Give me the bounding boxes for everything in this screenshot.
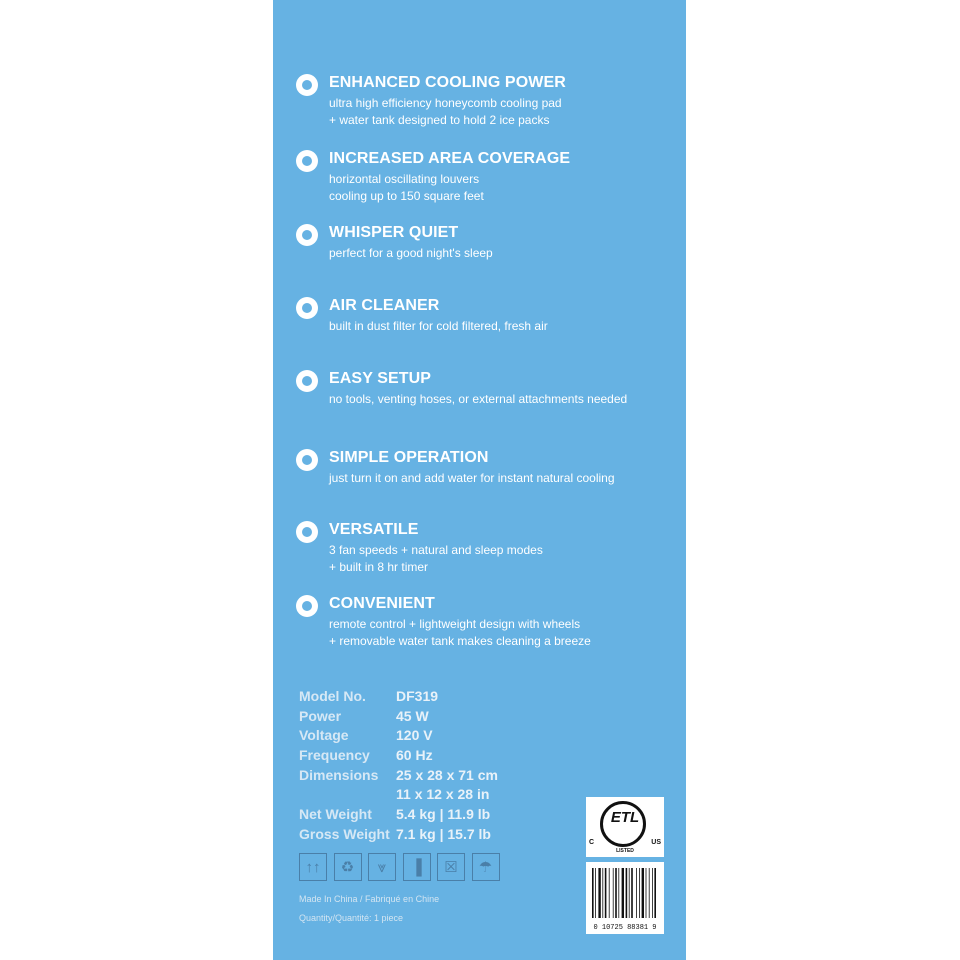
spec-value: 120 V <box>396 727 433 744</box>
bullet-ring-icon <box>296 449 318 471</box>
bullet-ring-icon <box>296 297 318 319</box>
feature-description-line: + built in 8 hr timer <box>329 560 429 574</box>
barcode-bar <box>602 868 603 918</box>
feature-description-line: no tools, venting hoses, or external attachments needed <box>329 392 628 406</box>
spec-label: Net Weight <box>299 806 372 823</box>
feature-title: ENHANCED COOLING POWER <box>329 74 566 91</box>
spec-value: 5.4 kg | 11.9 lb <box>396 806 491 823</box>
bullet-ring-icon <box>296 521 318 543</box>
etl-c-text: C <box>589 839 595 846</box>
spec-label: Power <box>299 707 342 724</box>
feature-description <box>329 245 493 262</box>
feature-description <box>329 171 484 205</box>
feature-title: VERSATILE <box>329 521 419 538</box>
barcode-bars <box>586 864 664 924</box>
feature-description <box>329 616 591 650</box>
spec-value: 45 W <box>396 707 429 724</box>
barcode-bar <box>605 868 607 918</box>
feature-description-line: cooling up to 150 square feet <box>329 189 484 203</box>
spec-label: Gross Weight <box>299 825 390 842</box>
spec-label: Voltage <box>299 727 349 744</box>
bullet-ring-icon <box>296 150 318 172</box>
barcode-bar <box>615 868 617 918</box>
feature-description-line: + water tank designed to hold 2 ice packs <box>329 113 550 127</box>
feature-description <box>329 95 562 129</box>
feature-title: CONVENIENT <box>329 595 435 612</box>
quantity-text: Quantity/Quantité: 1 piece <box>299 913 404 923</box>
bullet-ring-icon <box>296 595 318 617</box>
spec-value: 11 x 12 x 28 in <box>396 786 490 803</box>
feature-description <box>329 542 543 576</box>
feature-description-line: ultra high efficiency honeycomb cooling pad <box>329 96 562 110</box>
recycle-icon: ♻ <box>334 853 362 881</box>
fragile-glass-icon: ⩔ <box>368 853 396 881</box>
bullet-ring-icon <box>296 224 318 246</box>
bullet-ring-icon <box>296 74 318 96</box>
feature-description-line: built in dust filter for cold filtered, fresh air <box>329 319 548 333</box>
etl-listed-mark <box>586 797 664 857</box>
feature-description <box>329 391 627 408</box>
feature-description-line: + removable water tank makes cleaning a breeze <box>329 634 591 648</box>
spec-value: 7.1 kg | 15.7 lb <box>396 825 491 842</box>
barcode-bar <box>649 868 650 918</box>
barcode-bar <box>613 868 614 918</box>
barcode-bar <box>592 868 594 918</box>
barcode-bar <box>618 868 619 918</box>
spec-label: Model No. <box>299 688 366 704</box>
barcode-bar <box>609 868 610 918</box>
barcode-bar <box>631 868 633 918</box>
barcode-bar <box>639 868 640 918</box>
bullet-ring-icon <box>296 370 318 392</box>
no-dispose-icon: ☒ <box>437 853 465 881</box>
barcode <box>586 862 664 934</box>
barcode-bar <box>622 868 624 918</box>
feature-title: EASY SETUP <box>329 370 432 387</box>
feature-description-line: just turn it on and add water for instant natural cooling <box>329 471 615 485</box>
etl-us-text: US <box>651 839 661 846</box>
barcode-number: 0 10725 88381 9 <box>593 924 657 932</box>
feature-title: INCREASED AREA COVERAGE <box>329 150 571 167</box>
barcode-bar <box>642 868 644 918</box>
keep-dry-umbrella-icon: ☂ <box>472 853 500 881</box>
feature-description-line: perfect for a good night's sleep <box>329 246 493 260</box>
spec-value: 25 x 28 x 71 cm <box>396 766 498 783</box>
etl-listed-text: LISTED <box>616 848 634 854</box>
feature-description <box>329 318 548 335</box>
this-way-up-icon: ↑↑ <box>299 853 327 881</box>
feature-title: AIR CLEANER <box>329 297 440 314</box>
barcode-bar <box>654 868 656 918</box>
barcode-bar <box>646 868 647 918</box>
barcode-bar <box>598 868 600 918</box>
spec-label: Dimensions <box>299 766 379 783</box>
feature-title: SIMPLE OPERATION <box>329 449 489 466</box>
spec-value: 60 Hz <box>396 747 433 764</box>
feature-description <box>329 470 615 487</box>
spec-value: DF319 <box>396 688 439 704</box>
spec-label: Frequency <box>299 747 370 764</box>
barcode-bar <box>629 868 630 918</box>
feature-description-line: horizontal oscillating louvers <box>329 172 480 186</box>
feature-title: WHISPER QUIET <box>329 224 459 241</box>
etl-mark-text: ETL <box>610 809 640 826</box>
barcode-bar <box>595 868 596 918</box>
barcode-bar <box>652 868 653 918</box>
barcode-bar <box>636 868 637 918</box>
feature-description-line: 3 fan speeds + natural and sleep modes <box>329 543 543 557</box>
barcode-bar <box>626 868 628 918</box>
origin-text: Made In China / Fabriqué en Chine <box>299 894 440 904</box>
stacking-limit-icon: ▐ <box>403 853 431 881</box>
feature-description-line: remote control + lightweight design with wheels <box>329 617 581 631</box>
